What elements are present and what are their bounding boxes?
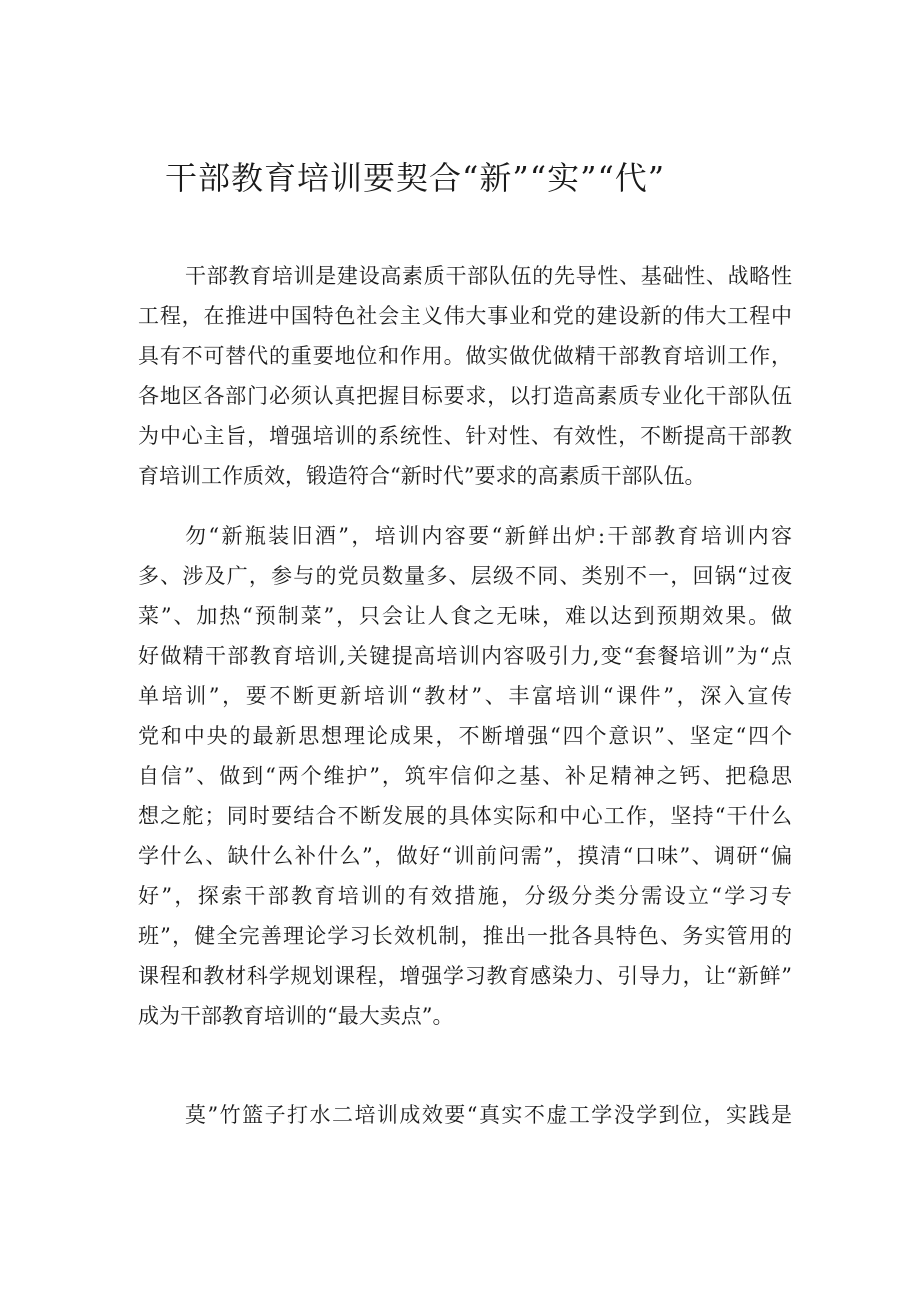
paragraph-line: 课程和教材科学规划课程，增强学习教育感染力、引导力，让“新鲜” <box>138 964 792 988</box>
paragraph-line: 具有不可替代的重要地位和作用。做实做优做精干部教育培训工作， <box>138 344 792 368</box>
paragraph-line: 工程，在推进中国特色社会主义伟大事业和党的建设新的伟大工程中 <box>138 304 792 328</box>
paragraph-line: 好做精干部教育培训,关键提高培训内容吸引力,变“套餐培训”为“点 <box>138 644 792 668</box>
paragraph-line: 单培训”，要不断更新培训“教材”、丰富培训“课件”，深入宣传 <box>138 684 792 708</box>
paragraph-new-content <box>138 516 792 1036</box>
paragraph-line: 育培训工作质效，锻造符合“新时代”要求的高素质干部队伍。 <box>138 464 706 488</box>
paragraph-line: 想之舵；同时要结合不断发展的具体实际和中心工作，坚持“干什么 <box>138 804 792 828</box>
paragraph-line: 自信”、做到“两个维护”，筑牢信仰之基、补足精神之钙、把稳思 <box>138 764 792 788</box>
paragraph-line: 勿“新瓶装旧酒”，培训内容要“新鲜出炉:干部教育培训内容 <box>185 524 792 548</box>
paragraph-line: 党和中央的最新思想理论成果，不断增强“四个意识”、坚定“四个 <box>138 724 792 748</box>
document-title: 干部教育培训要契合“新”“实”“代” <box>165 159 666 197</box>
paragraph-line: 好”，探索干部教育培训的有效措施，分级分类分需设立“学习专 <box>138 884 792 908</box>
paragraph-line: 干部教育培训是建设高素质干部队伍的先导性、基础性、战略性 <box>185 264 792 288</box>
paragraph-line: 多、涉及广，参与的党员数量多、层级不同、类别不一，回锅“过夜 <box>138 564 792 588</box>
paragraph-line: 各地区各部门必须认真把握目标要求，以打造高素质专业化干部队伍 <box>138 384 792 408</box>
paragraph-real-effect <box>138 1095 792 1135</box>
paragraph-line: 为中心主旨，增强培训的系统性、针对性、有效性，不断提高干部教 <box>138 424 792 448</box>
paragraph-intro <box>138 256 792 496</box>
paragraph-line: 成为干部教育培训的“最大卖点”。 <box>138 1004 454 1028</box>
paragraph-line: 菜”、加热“预制菜”，只会让人食之无味，难以达到预期效果。做 <box>138 604 792 628</box>
paragraph-line: 班”，健全完善理论学习长效机制，推出一批各具特色、务实管用的 <box>138 924 792 948</box>
paragraph-line: 莫”竹篮子打水二培训成效要“真实不虚工学没学到位，实践是 <box>185 1103 792 1127</box>
paragraph-line: 学什么、缺什么补什么”，做好“训前问需”，摸清“口味”、调研“偏 <box>138 844 792 868</box>
